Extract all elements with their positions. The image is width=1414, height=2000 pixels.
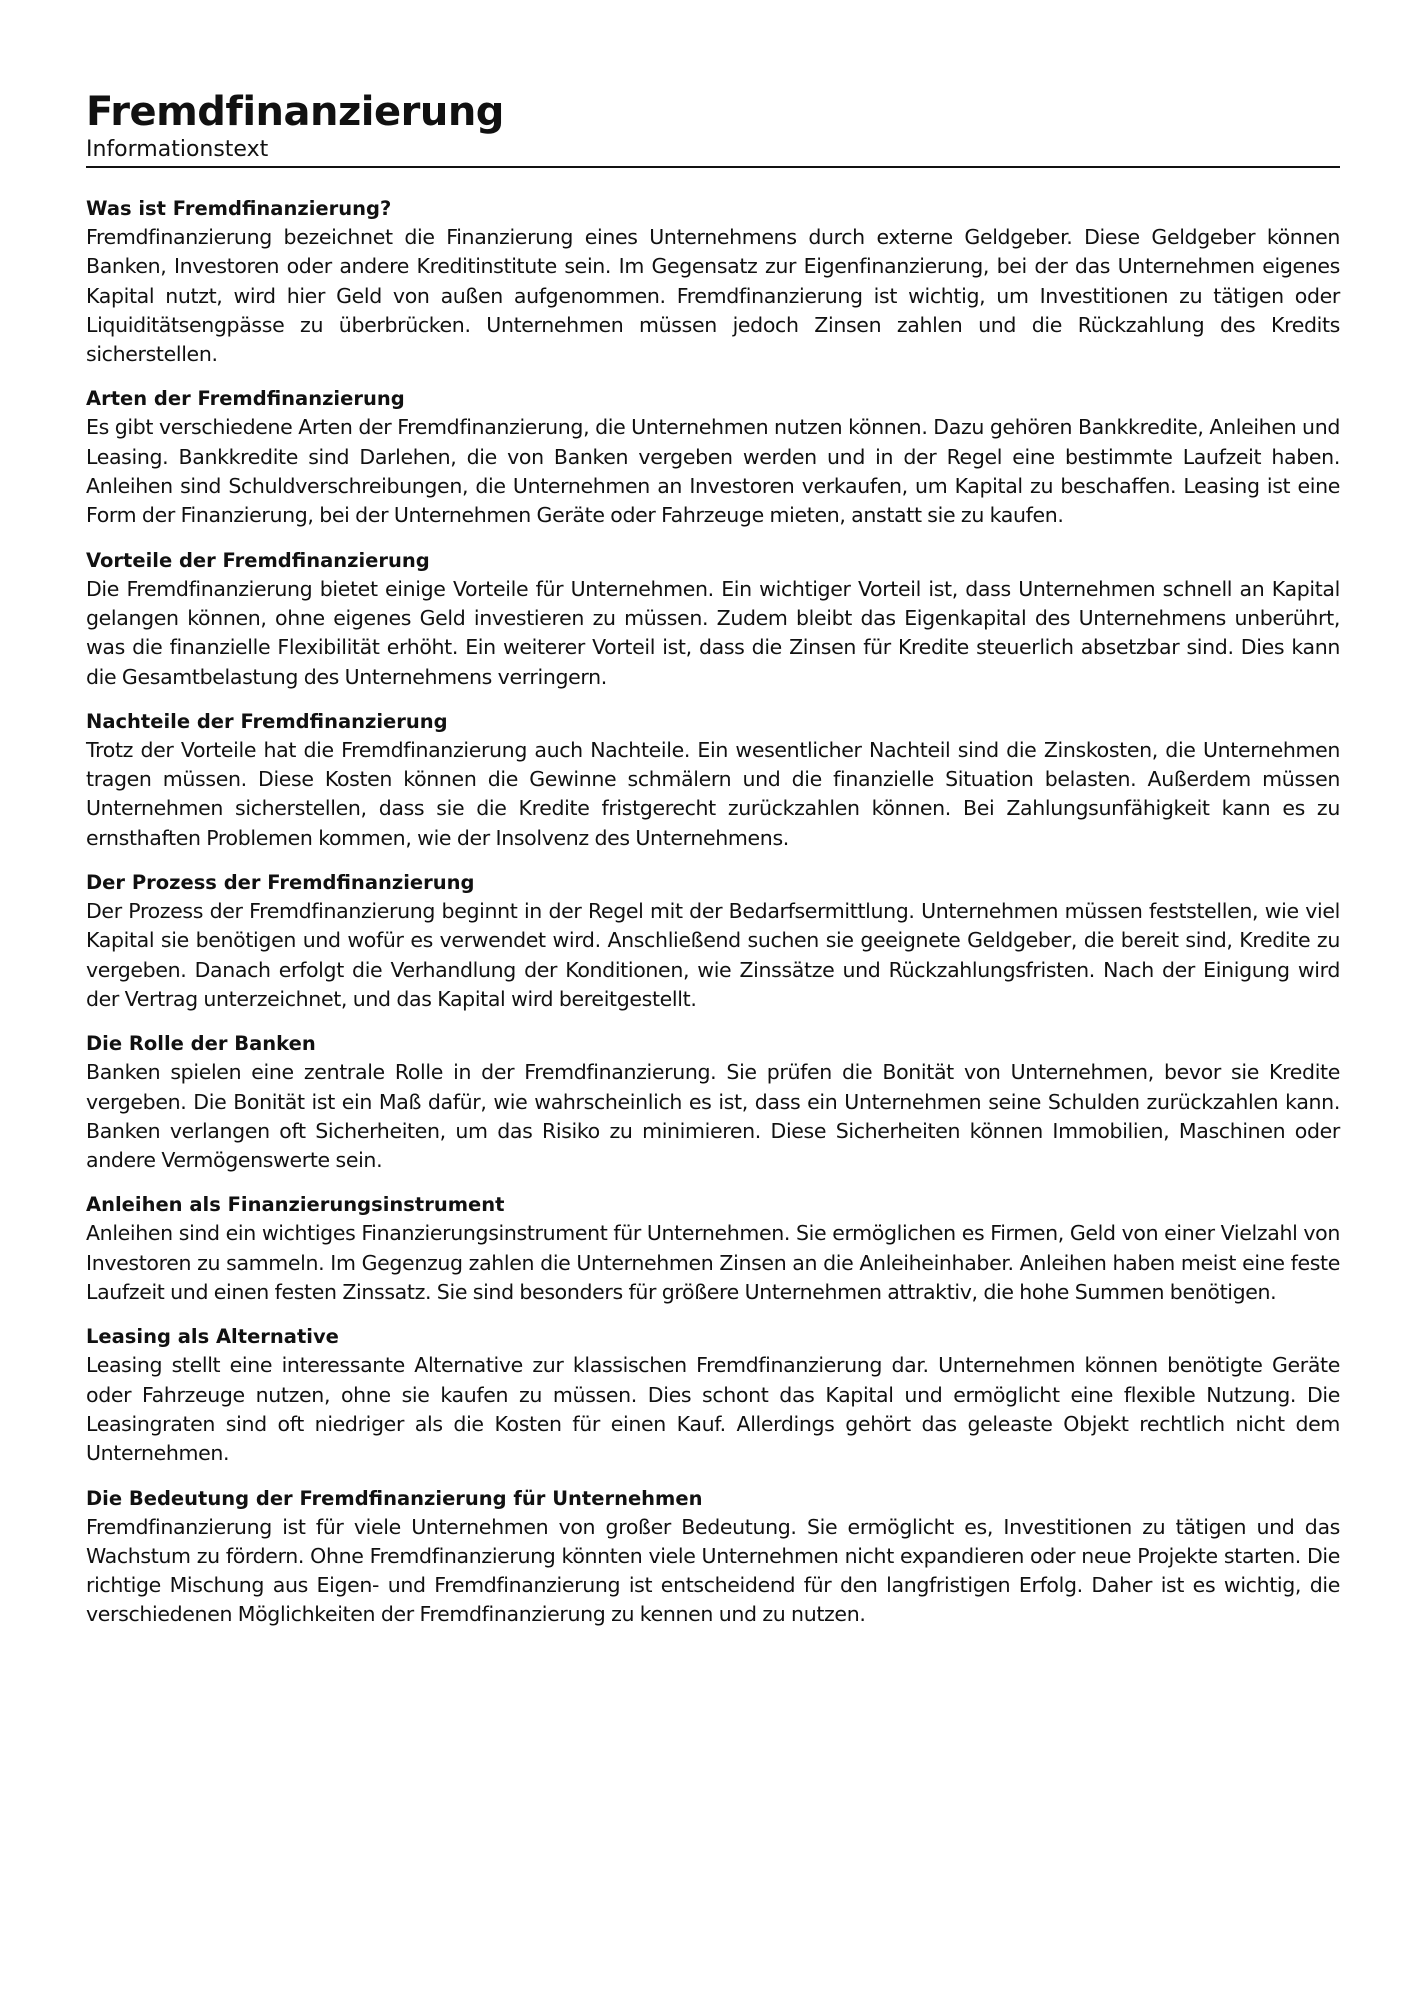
section-prozess: [86, 868, 1340, 1014]
section-text: Trotz der Vorteile hat die Fremdfinanzierung auch Nachteile. Ein wesentlicher Nachteil sind die Zinskosten, die Unternehmen tragen müssen. Diese Kosten können die Gewinne schmälern und die finanzielle Situation belasten. Außerdem müssen Unternehmen sicherstellen, dass sie die Kredite fristgerecht zurückzahlen können. Bei Zahlungsunfähigkeit kann es zu ernsthaften Problemen kommen, wie der Insolvenz des Unternehmens.: [86, 737, 1340, 850]
section-bedeutung: [86, 1484, 1340, 1630]
section-arten: [86, 384, 1340, 530]
document-title: Fremdfinanzierung: [86, 89, 504, 135]
section-heading: Die Rolle der Banken: [86, 1032, 316, 1056]
section-vorteile: [86, 546, 1340, 692]
section-text: Banken spielen eine zentrale Rolle in der Fremdfinanzierung. Sie prüfen die Bonität von Unternehmen, bevor sie Kredite vergeben. Die Bonität ist ein Maß dafür, wie wahrscheinlich es ist, dass ein Unternehmen seine Schulden zurückzahlen kann. Banken verlangen oft Sicherheiten, um das Risiko zu minimieren. Diese Sicherheiten können Immobilien, Maschinen oder andere Vermögenswerte sein.: [86, 1060, 1340, 1173]
section-text: Fremdfinanzierung bezeichnet die Finanzierung eines Unternehmens durch externe Geldgeber. Diese Geldgeber können Banken, Investoren oder andere Kreditinstitute sein. Im Gegensatz zur Eigenfinanzierung, bei der das Unternehmen eigenes Kapital nutzt, wird hier Geld von außen aufgenommen. Fremdfinanzierung ist wichtig, um Investitionen zu tätigen oder Liquiditätsengpässe zu überbrücken. Unternehmen müssen jedoch Zinsen zahlen und die Rückzahlung des Kredits sicherstellen.: [86, 225, 1340, 367]
document-subtitle: Informationstext: [86, 136, 1340, 168]
section-text: Der Prozess der Fremdfinanzierung beginnt in der Regel mit der Bedarfsermittlung. Unternehmen müssen feststellen, wie viel Kapital sie benötigen und wofür es verwendet wird. Anschließend suchen sie geeignete Geldgeber, die bereit sind, Kredite zu vergeben. Danach erfolgt die Verhandlung der Konditionen, wie Zinssätze und Rückzahlungsfristen. Nach der Einigung wird der Vertrag unterzeichnet, und das Kapital wird bereitgestellt.: [86, 899, 1340, 1011]
section-rolle-der-banken: [86, 1029, 1340, 1175]
document-page: [86, 88, 1340, 1645]
section-heading: Die Bedeutung der Fremdfinanzierung für Unternehmen: [86, 1486, 703, 1510]
section-was-ist-fremdfinanzierung: [86, 194, 1340, 369]
section-heading: Nachteile der Fremdfinanzierung: [86, 709, 448, 733]
section-text: Es gibt verschiedene Arten der Fremdfinanzierung, die Unternehmen nutzen können. Dazu gehören Bankkredite, Anleihen und Leasing. Bankkredite sind Darlehen, die von Banken vergeben werden und in der Regel eine bestimmte Laufzeit haben. Anleihen sind Schuldverschreibungen, die Unternehmen an Investoren verkaufen, um Kapital zu beschaffen. Leasing ist eine Form der Finanzierung, bei der Unternehmen Geräte oder Fahrzeuge mieten, anstatt sie zu kaufen.: [86, 415, 1340, 528]
section-heading: Vorteile der Fremdfinanzierung: [86, 548, 430, 572]
section-nachteile: [86, 707, 1340, 853]
section-text: Die Fremdfinanzierung bietet einige Vorteile für Unternehmen. Ein wichtiger Vorteil ist, dass Unternehmen schnell an Kapital gelangen können, ohne eigenes Geld investieren zu müssen. Zudem bleibt das Eigenkapital des Unternehmens unberührt, was die finanzielle Flexibilität erhöht. Ein weiterer Vorteil ist, dass die Zinsen für Kredite steuerlich absetzbar sind. Dies kann die Gesamtbelastung des Unternehmens verringern.: [86, 576, 1340, 689]
section-text: Anleihen sind ein wichtiges Finanzierungsinstrument für Unternehmen. Sie ermöglichen es Firmen, Geld von einer Vielzahl von Investoren zu sammeln. Im Gegenzug zahlen die Unternehmen Zinsen an die Anleiheinhaber. Anleihen haben meist eine feste Laufzeit und einen festen Zinssatz. Sie sind besonders für größere Unternehmen attraktiv, die hohe Summen benötigen.: [86, 1221, 1340, 1305]
section-heading: Arten der Fremdfinanzierung: [86, 387, 405, 411]
section-text: Fremdfinanzierung ist für viele Unternehmen von großer Bedeutung. Sie ermöglicht es, Investitionen zu tätigen und das Wachstum zu fördern. Ohne Fremdfinanzierung könnten viele Unternehmen nicht expandieren oder neue Projekte starten. Die richtige Mischung aus Eigen- und Fremdfinanzierung ist entscheidend für den langfristigen Erfolg. Daher ist es wichtig, die verschiedenen Möglichkeiten der Fremdfinanzierung zu kennen und zu nutzen.: [86, 1514, 1340, 1627]
document-body: [86, 194, 1340, 1630]
section-text: Leasing stellt eine interessante Alternative zur klassischen Fremdfinanzierung dar. Unternehmen können benötigte Geräte oder Fahrzeuge nutzen, ohne sie kaufen zu müssen. Dies schont das Kapital und ermöglicht eine flexible Nutzung. Die Leasingraten sind oft niedriger als die Kosten für einen Kauf. Allerdings gehört das geleaste Objekt rechtlich nicht dem Unternehmen.: [86, 1353, 1340, 1466]
section-leasing: [86, 1322, 1340, 1468]
section-anleihen: [86, 1190, 1340, 1307]
section-heading: Leasing als Alternative: [86, 1325, 339, 1349]
section-heading: Was ist Fremdfinanzierung?: [86, 197, 392, 220]
section-heading: Der Prozess der Fremdfinanzierung: [86, 871, 475, 895]
section-heading: Anleihen als Finanzierungsinstrument: [86, 1193, 505, 1217]
